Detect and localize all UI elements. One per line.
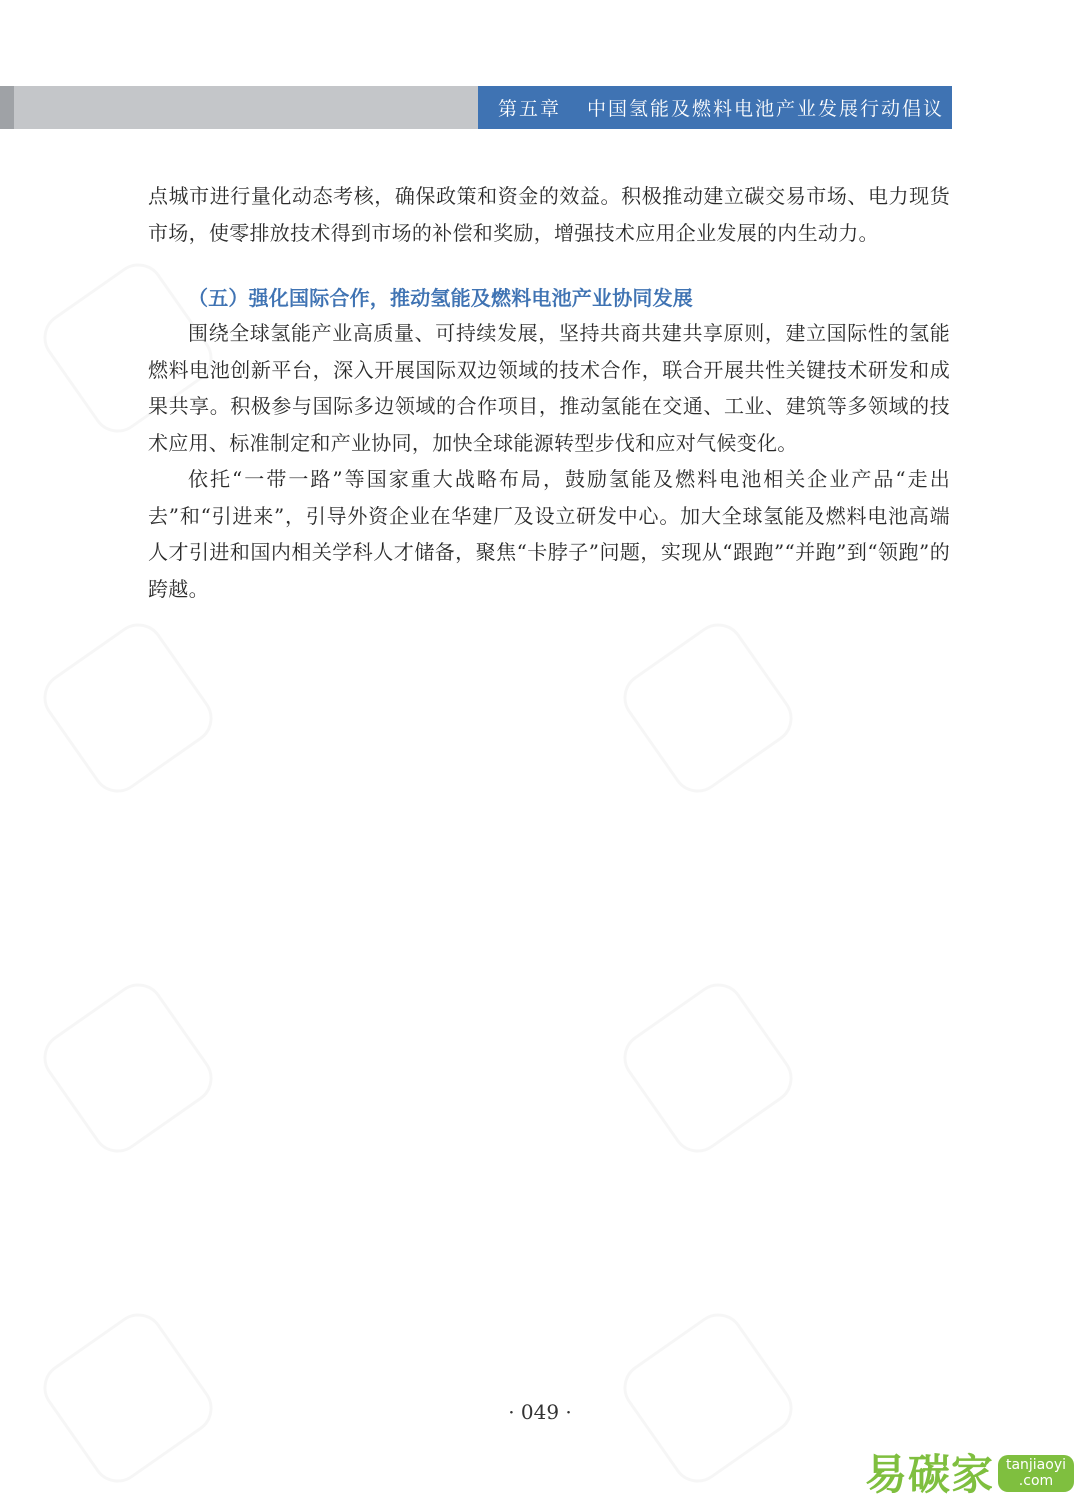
logo-badge-line1: tanjiaoyi bbox=[1005, 1457, 1066, 1474]
chapter-number: 第五章 bbox=[498, 98, 562, 120]
watermark-mark bbox=[613, 1303, 802, 1492]
chapter-header bbox=[478, 86, 952, 129]
chapter-title: 中国氢能及燃料电池产业发展行动倡议 bbox=[587, 98, 945, 120]
page-number: · 049 · bbox=[508, 1400, 572, 1424]
logo-badge bbox=[998, 1455, 1074, 1492]
watermark-mark bbox=[613, 973, 802, 1162]
watermark-mark bbox=[33, 973, 222, 1162]
watermark-mark bbox=[33, 613, 222, 802]
section-heading: （五）强化国际合作，推动氢能及燃料电池产业协同发展 bbox=[188, 286, 693, 310]
logo-badge-line2: .com bbox=[1018, 1472, 1054, 1489]
section-paragraph: 依托“一带一路”等国家重大战略布局，鼓励氢能及燃料电池相关企业产品“走出去”和“引进来”，引导外资企业在华建厂及设立研发中心。加大全球氢能及燃料电池高端人才引进和国内相关学科人才储备，聚焦“卡脖子”问题，实现从“跟跑”“并跑”到“领跑”的跨越。 bbox=[148, 467, 950, 601]
page-content bbox=[148, 178, 950, 607]
header-grey-band bbox=[0, 86, 478, 129]
watermark-mark bbox=[33, 1303, 222, 1492]
watermark-mark bbox=[613, 613, 802, 802]
paragraph-continued: 点城市进行量化动态考核，确保政策和资金的效益。积极推动建立碳交易市场、电力现货市场，使零排放技术得到市场的补偿和奖励，增强技术应用企业发展的内生动力。 bbox=[148, 184, 950, 245]
header-edge-marker bbox=[0, 86, 14, 129]
section-paragraph: 围绕全球氢能产业高质量、可持续发展，坚持共商共建共享原则，建立国际性的氢能燃料电池创新平台，深入开展国际双边领域的技术合作，联合开展共性关键技术研发和成果共享。积极参与国际多边领域的合作项目，推动氢能在交通、工业、建筑等多领域的技术应用、标准制定和产业协同，加快全球能源转型步伐和应对气候变化。 bbox=[148, 321, 950, 455]
logo-text: 易碳家 bbox=[864, 1450, 994, 1499]
watermark-logo bbox=[864, 1450, 1074, 1499]
